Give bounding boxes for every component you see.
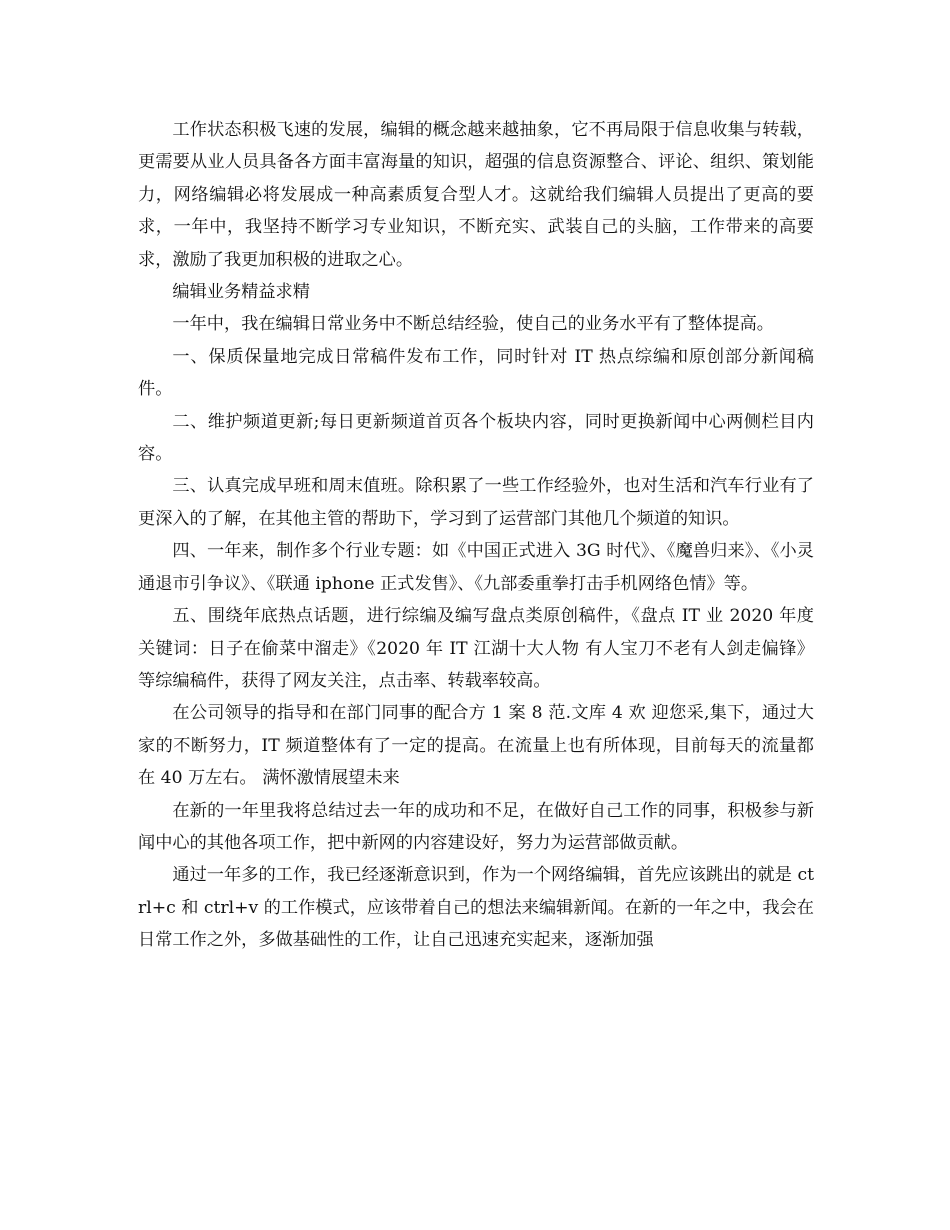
paragraph-7: 五、围绕年底热点话题，进行综编及编写盘点类原创稿件，《盘点 IT 业 2020 年度关键词：日子在偷菜中溜走》《2020 年 IT 江湖十大人物 有人宝刀不老有人剑走偏锋》等综编稿件，获得了网友关注，点击率、转载率较高。	[138, 606, 814, 691]
paragraph-6: 四、一年来，制作多个行业专题：如《中国正式进入 3G 时代》、《魔兽归来》、《小灵通退市引争议》、《联通 iphone 正式发售》、《九部委重拳打击手机网络色情》等。	[138, 541, 814, 594]
paragraph-5: 三、认真完成早班和周末值班。除积累了一些工作经验外，也对生活和汽车行业有了更深入的了解，在其他主管的帮助下，学习到了运营部门其他几个频道的知识。	[138, 476, 814, 529]
document-body	[138, 114, 814, 957]
paragraph-3: 一、保质保量地完成日常稿件发布工作，同时针对 IT 热点综编和原创部分新闻稿件。	[138, 346, 814, 400]
section-heading: 编辑业务精益求精	[172, 282, 310, 303]
paragraph-4: 二、维护频道更新;每日更新频道首页各个板块内容，同时更换新闻中心两侧栏目内容。	[138, 411, 814, 465]
paragraph-8: 在公司领导的指导和在部门同事的配合方 1 案 8 范.文库 4 欢 迎您采,集下，通过大家的不断努力，IT 频道整体有了一定的提高。在流量上也有所体现，目前每天的流量都在 40 万左右。 满怀激情展望未来	[138, 703, 814, 789]
paragraph-10: 通过一年多的工作，我已经逐渐意识到，作为一个网络编辑，首先应该跳出的就是 ctrl+c 和 ctrl+v 的工作模式，应该带着自己的想法来编辑新闻。在新的一年之中，我会在日常工作之外，多做基础性的工作，让自己迅速充实起来，逐渐加强	[138, 865, 814, 951]
paragraph-9: 在新的一年里我将总结过去一年的成功和不足，在做好自己工作的同事，积极参与新闻中心的其他各项工作，把中新网的内容建设好，努力为运营部做贡献。	[138, 800, 814, 853]
paragraph-2: 一年中，我在编辑日常业务中不断总结经验，使自己的业务水平有了整体提高。	[172, 314, 774, 335]
paragraph-1: 工作状态积极飞速的发展，编辑的概念越来越抽象，它不再局限于信息收集与转载，更需要从业人员具备各方面丰富海量的知识，超强的信息资源整合、评论、组织、策划能力，网络编辑必将发展成一种高素质复合型人才。这就给我们编辑人员提出了更高的要求，一年中，我坚持不断学习专业知识，不断充实、武装自己的头脑，工作带来的高要求，激励了我更加积极的进取之心。	[138, 120, 814, 270]
